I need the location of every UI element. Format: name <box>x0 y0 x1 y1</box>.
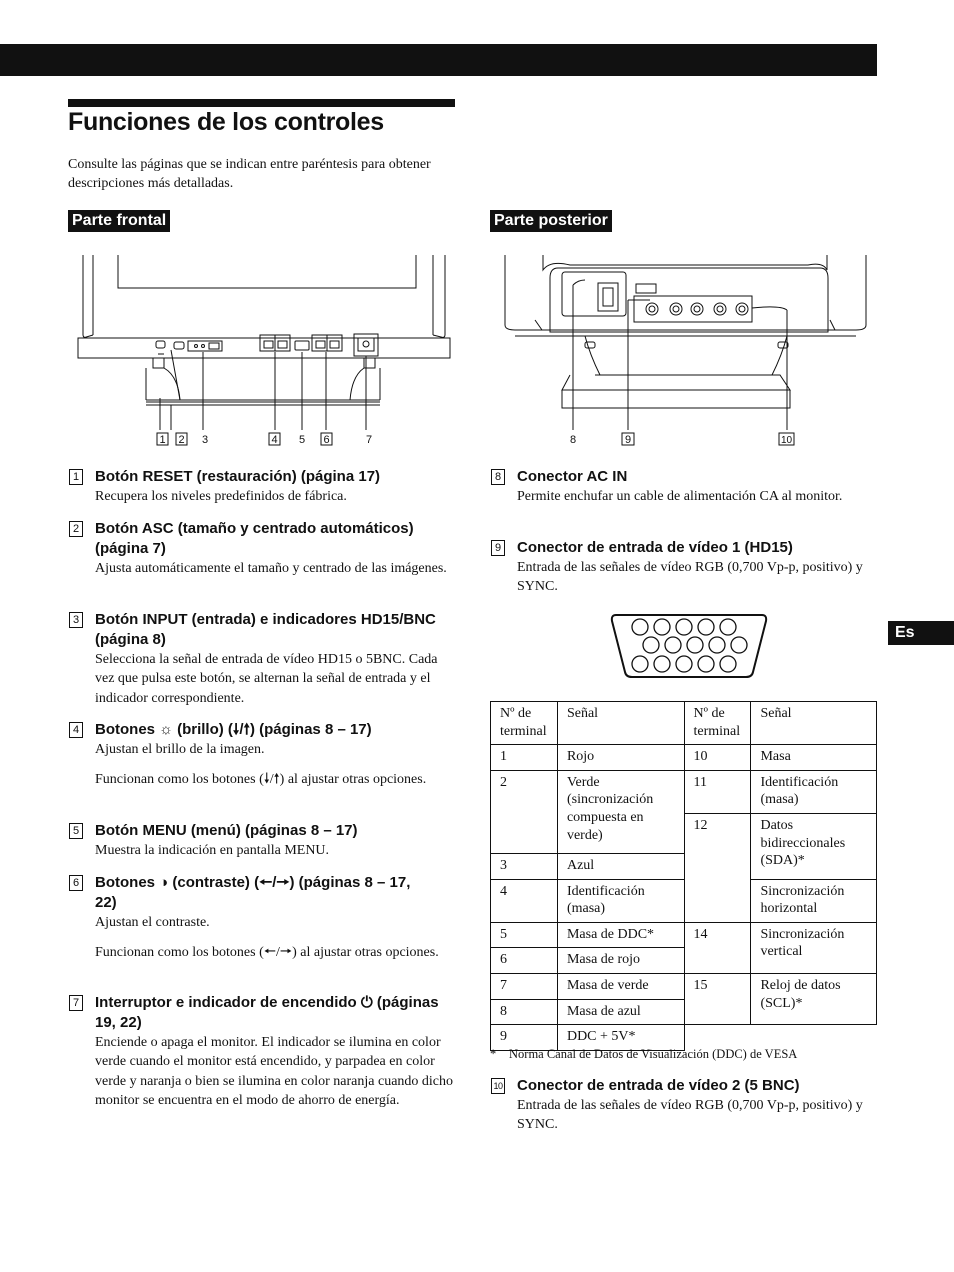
table-header: Señal <box>751 702 877 745</box>
pin-signal: Masa <box>751 745 877 771</box>
table-header: Nº de terminal <box>491 702 558 745</box>
rear-panel-illustration <box>490 250 880 450</box>
pin-number: 3 <box>491 853 558 879</box>
pin-number: 2 <box>491 770 558 853</box>
item-number: 3 <box>69 612 83 628</box>
pin-number: 8 <box>491 999 558 1025</box>
intro-text: Consulte las páginas que se indican entre paréntesis para obtener descripciones más detalladas. <box>68 157 431 191</box>
item-number: 8 <box>491 469 505 485</box>
section-rear-heading: Parte posterior <box>490 210 612 232</box>
rear-item-10 <box>490 1076 880 1135</box>
item-number: 4 <box>69 722 83 738</box>
footnote-text: Norma Canal de Datos de Visualización (DDC) de VESA <box>509 1047 798 1061</box>
pin-number: 15 <box>684 973 751 1024</box>
language-tab: Es <box>888 621 954 645</box>
pin-signal: Identificación (masa) <box>751 770 877 813</box>
item-body: Ajustan el brillo de la imagen. <box>95 742 265 757</box>
item-title: Conector de entrada de vídeo 1 (HD15) <box>517 539 793 556</box>
item-body: Entrada de las señales de vídeo RGB (0,700 Vp-p, positivo) y SYNC. <box>517 1098 863 1133</box>
callout-7: 7 <box>365 434 373 446</box>
table-row <box>491 745 877 771</box>
pin-number: 5 <box>491 922 558 948</box>
pin-signal: Masa de rojo <box>557 948 684 974</box>
item-title: Botón ASC (tamaño y centrado automáticos) (página 7) <box>95 520 414 557</box>
pin-number: 11 <box>684 770 751 813</box>
table-header-row <box>491 702 877 745</box>
front-item-1 <box>68 467 458 506</box>
pin-signal: Identificación (masa) <box>557 879 684 922</box>
pin-signal: Sincronización horizontal <box>751 879 877 922</box>
pin-number: 4 <box>491 879 558 922</box>
callout-6: 6 <box>323 434 330 446</box>
item-title: Botón MENU (menú) (páginas 8 – 17) <box>95 822 358 839</box>
header-bar <box>0 44 877 76</box>
pin-signal: Sincronización vertical <box>751 922 877 973</box>
item-body: Ajusta automáticamente el tamaño y centrado de las imágenes. <box>95 561 447 576</box>
item-number: 10 <box>491 1078 505 1094</box>
rear-item-8 <box>490 467 880 506</box>
item-body: Entrada de las señales de vídeo RGB (0,700 Vp-p, positivo) y SYNC. <box>517 560 863 595</box>
callout-10: 10 <box>780 435 793 446</box>
item-title: Conector de entrada de vídeo 2 (5 BNC) <box>517 1077 800 1094</box>
callout-4: 4 <box>271 434 278 446</box>
pin-number: 6 <box>491 948 558 974</box>
item-title: Botones ◑ (contraste) (🠔/🠖) (páginas 8 – 17, 22) <box>95 874 411 911</box>
item-title: Botón RESET (restauración) (página 17) <box>95 468 381 485</box>
table-row <box>491 973 877 999</box>
item-title: Botones ☼ (brillo) (🠗/🠕) (páginas 8 – 17) <box>95 721 372 738</box>
pin-signal: Datos bidireccionales (SDA)* <box>751 813 877 879</box>
item-number: 1 <box>69 469 83 485</box>
table-header: Nº de terminal <box>684 702 751 745</box>
item-title: Botón INPUT (entrada) e indicadores HD15/BNC (página 8) <box>95 611 436 648</box>
pin-number: 7 <box>491 973 558 999</box>
table-row <box>491 879 877 922</box>
footnote-mark: * <box>490 1047 497 1061</box>
table-header: Señal <box>557 702 684 745</box>
rear-item-9 <box>490 538 880 597</box>
front-item-4 <box>68 720 458 790</box>
front-item-5 <box>68 821 458 860</box>
item-body: Permite enchufar un cable de alimentación CA al monitor. <box>517 489 843 504</box>
callout-5: 5 <box>298 434 306 446</box>
footnote <box>490 1047 797 1062</box>
title-rule <box>68 99 455 107</box>
item-number: 9 <box>491 540 505 556</box>
pin-signal: Reloj de datos (SCL)* <box>751 973 877 1024</box>
callout-9: 9 <box>624 434 632 446</box>
pin-number: 14 <box>684 922 751 973</box>
callout-3: 3 <box>201 434 209 446</box>
item-body-note: Funcionan como los botones (🠗/🠕) al ajustar otras opciones. <box>95 772 427 788</box>
front-panel-illustration <box>68 250 458 450</box>
front-item-6 <box>68 873 458 963</box>
pin-number: 12 <box>684 813 751 922</box>
pin-signal: Verde (sincronización compuesta en verde) <box>557 770 684 853</box>
item-body: Ajustan el contraste. <box>95 915 210 930</box>
callout-2: 2 <box>178 434 185 446</box>
front-item-2 <box>68 519 458 578</box>
item-body: Muestra la indicación en pantalla MENU. <box>95 843 330 858</box>
table-row <box>491 770 877 813</box>
pin-signal: Masa de DDC* <box>557 922 684 948</box>
item-title: Conector AC IN <box>517 468 628 485</box>
callout-8: 8 <box>569 434 577 446</box>
front-item-7 <box>68 993 458 1111</box>
pin-signal: Rojo <box>557 745 684 771</box>
front-item-3 <box>68 610 458 708</box>
item-body-note: Funcionan como los botones (🠔/🠖) al ajustar otras opciones. <box>95 945 439 961</box>
item-number: 2 <box>69 521 83 537</box>
pin-number: 10 <box>684 745 751 771</box>
pin-number: 1 <box>491 745 558 771</box>
item-title: Interruptor e indicador de encendido ⏻ (páginas 19, 22) <box>95 994 439 1031</box>
item-number: 7 <box>69 995 83 1011</box>
pin-signal: Masa de azul <box>557 999 684 1025</box>
pin-number: 9 <box>491 1025 558 1051</box>
hd15-connector-diagram <box>610 612 768 680</box>
item-body: Enciende o apaga el monitor. El indicador se ilumina en color verde cuando el monitor está encendido, y parpadea en color verde y naranja o bien se ilumina en color naranja cuando dicho monitor se encuentra en el modo de ahorro de energía. <box>95 1035 454 1109</box>
callout-1: 1 <box>159 434 166 446</box>
pin-signal: Masa de verde <box>557 973 684 999</box>
item-number: 5 <box>69 823 83 839</box>
item-number: 6 <box>69 875 83 891</box>
section-front-heading: Parte frontal <box>68 210 170 232</box>
item-body: Recupera los niveles predefinidos de fábrica. <box>95 489 347 504</box>
pin-signal: Azul <box>557 853 684 879</box>
page-title: Funciones de los controles <box>68 108 384 136</box>
table-row <box>491 922 877 948</box>
pin-signal: DDC + 5V* <box>557 1025 684 1051</box>
pin-assignment-table <box>490 701 877 1051</box>
item-body: Selecciona la señal de entrada de vídeo HD15 o 5BNC. Cada vez que pulsa este botón, se alternan la señal de entrada y el indicador correspondiente. <box>95 652 438 706</box>
